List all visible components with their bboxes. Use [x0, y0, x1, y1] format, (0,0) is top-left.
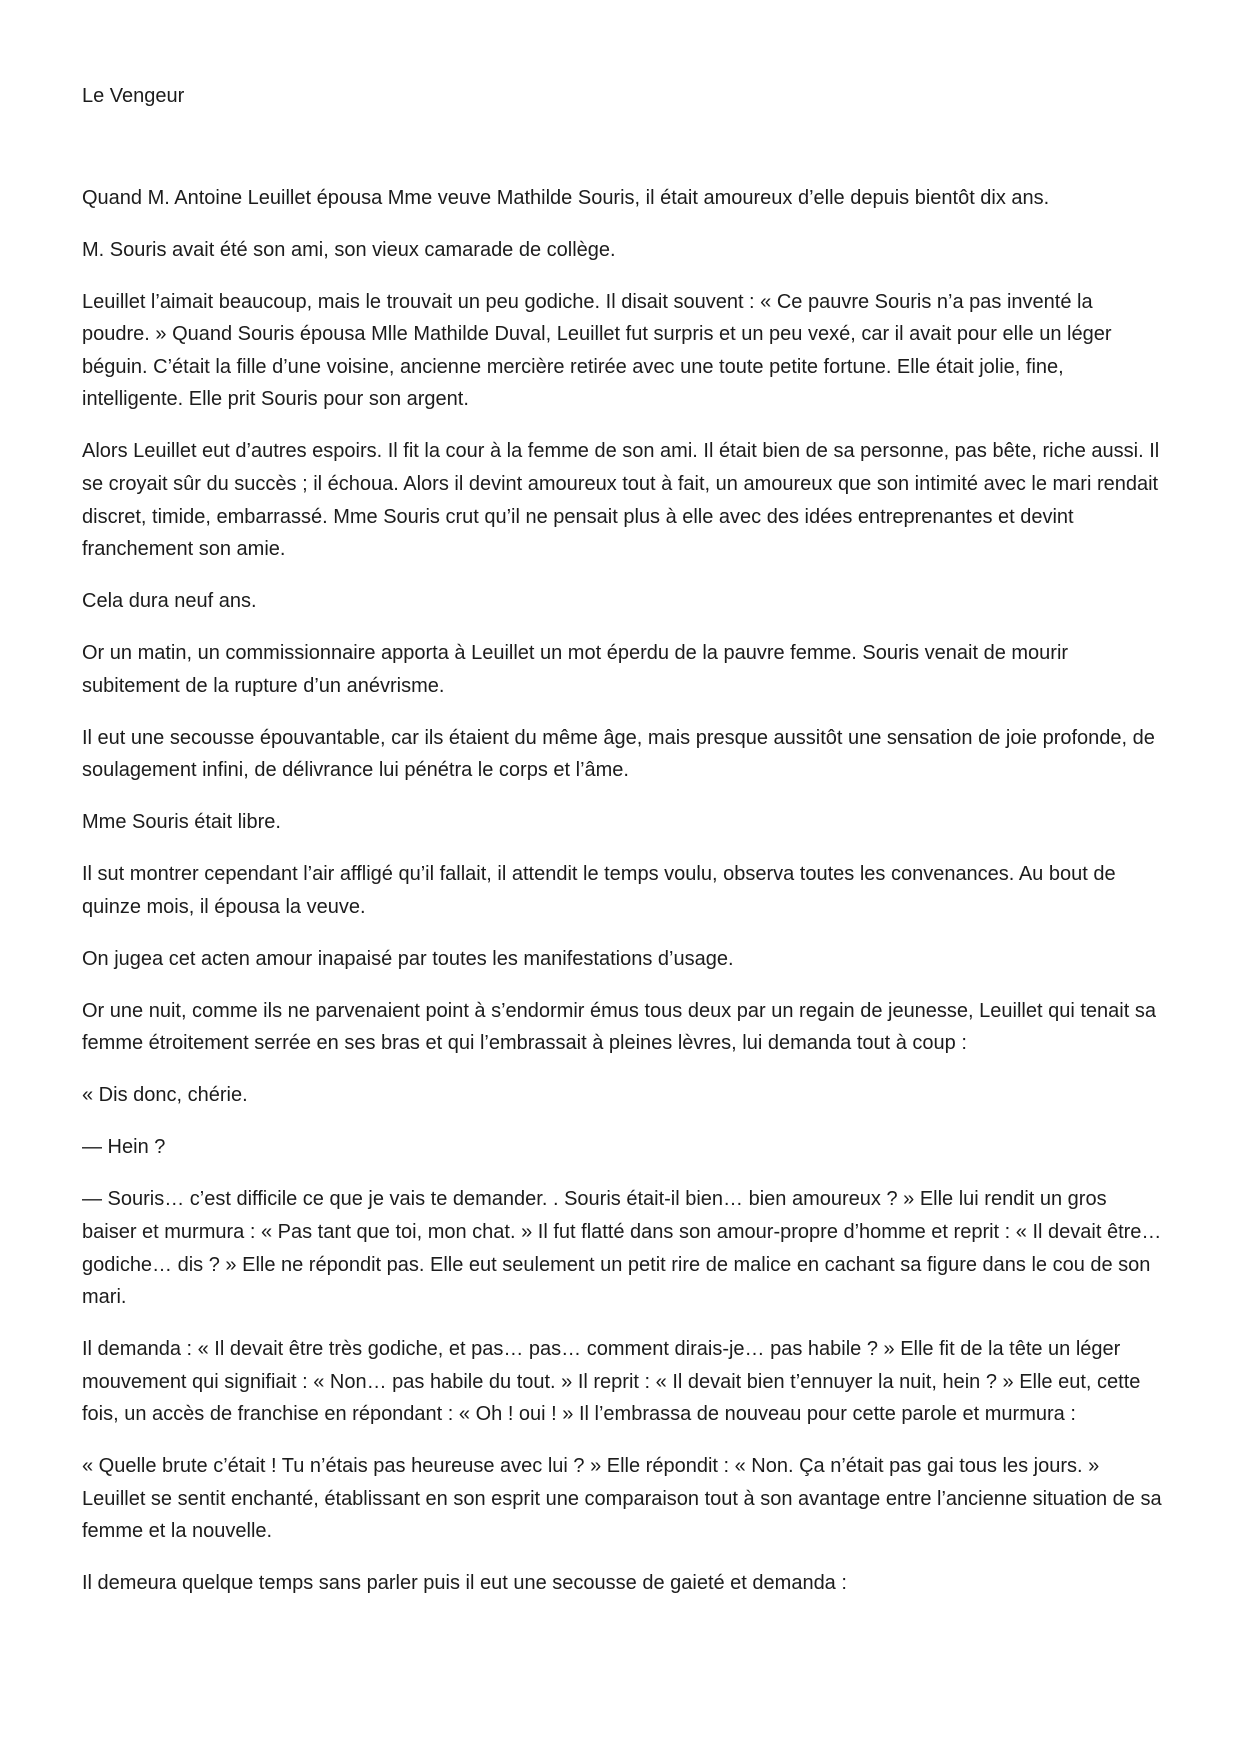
paragraph: Il demanda : « Il devait être très godiche, et pas… pas… comment dirais-je… pas habile ? » Elle fit de la tête un léger mouvement qui signifiait : « Non… pas habile du tout. » Il reprit : « Il devait bien t’ennuyer la nuit, hein ? » Elle eut, cette fois, un accès de franchise en répondant : « Oh ! oui ! » Il l’embrassa de nouveau pour cette parole et murmura :	[82, 1338, 1141, 1426]
paragraph: « Quelle brute c’était ! Tu n’étais pas heureuse avec lui ? » Elle répondit : « Non. Ça n’était pas gai tous les jours. » Leuillet se sentit enchanté, établissant en son esprit une comparaison tout à son avantage entre l’ancienne situation de sa femme et la nouvelle.	[82, 1455, 1162, 1543]
document-page	[82, 80, 1162, 1619]
paragraph: Alors Leuillet eut d’autres espoirs. Il fit la cour à la femme de son ami. Il était bien de sa personne, pas bête, riche aussi. Il se croyait sûr du succès ; il échoua. Alors il devint amoureux tout à fait, un amoureux que son intimité avec le mari rendait discret, timide, embarrassé. Mme Souris crut qu’il ne pensait plus à elle avec des idées entreprenantes et devint franchement son amie.	[82, 440, 1160, 561]
paragraph: Quand M. Antoine Leuillet épousa Mme veuve Mathilde Souris, il était amoureux d’elle depuis bientôt dix ans.	[82, 186, 1050, 209]
document-title: Le Vengeur	[82, 85, 185, 107]
paragraph: Cela dura neuf ans.	[82, 590, 257, 613]
paragraph: Leuillet l’aimait beaucoup, mais le trouvait un peu godiche. Il disait souvent : « Ce pauvre Souris n’a pas inventé la poudre. » Quand Souris épousa Mlle Mathilde Duval, Leuillet fut surpris et un peu vexé, car il avait pour elle un léger béguin. C’était la fille d’une voisine, ancienne mercière retirée avec une toute petite fortune. Elle était jolie, fine, intelligente. Elle prit Souris pour son argent.	[82, 290, 1112, 411]
paragraph: — Hein ?	[82, 1136, 166, 1159]
paragraph: On jugea cet acten amour inapaisé par toutes les manifestations d’usage.	[82, 947, 734, 970]
paragraph: « Dis donc, chérie.	[82, 1084, 248, 1107]
paragraph: — Souris… c’est difficile ce que je vais te demander. . Souris était-il bien… bien amoureux ? » Elle lui rendit un gros baiser et murmura : « Pas tant que toi, mon chat. » Il fut flatté dans son amour-propre d’homme et reprit : « Il devait être… godiche… dis ? » Elle ne répondit pas. Elle eut seulement un petit rire de malice en cachant sa figure dans le cou de son mari.	[82, 1188, 1162, 1309]
paragraph: M. Souris avait été son ami, son vieux camarade de collège.	[82, 238, 616, 261]
paragraph: Or une nuit, comme ils ne parvenaient point à s’endormir émus tous deux par un regain de jeunesse, Leuillet qui tenait sa femme étroitement serrée en ses bras et qui l’embrassait à pleines lèvres, lui demanda tout à coup :	[82, 999, 1156, 1055]
paragraph: Il demeura quelque temps sans parler puis il eut une secousse de gaieté et demanda :	[82, 1572, 847, 1595]
paragraph: Il eut une secousse épouvantable, car ils étaient du même âge, mais presque aussitôt une sensation de joie profonde, de soulagement infini, de délivrance lui pénétra le corps et l’âme.	[82, 726, 1155, 782]
paragraph: Mme Souris était libre.	[82, 811, 281, 834]
paragraph: Il sut montrer cependant l’air affligé qu’il fallait, il attendit le temps voulu, observa toutes les convenances. Au bout de quinze mois, il épousa la veuve.	[82, 863, 1116, 918]
document-body	[82, 182, 1162, 1600]
paragraph: Or un matin, un commissionnaire apporta à Leuillet un mot éperdu de la pauvre femme. Souris venait de mourir subitement de la rupture d’un anévrisme.	[82, 642, 1069, 697]
